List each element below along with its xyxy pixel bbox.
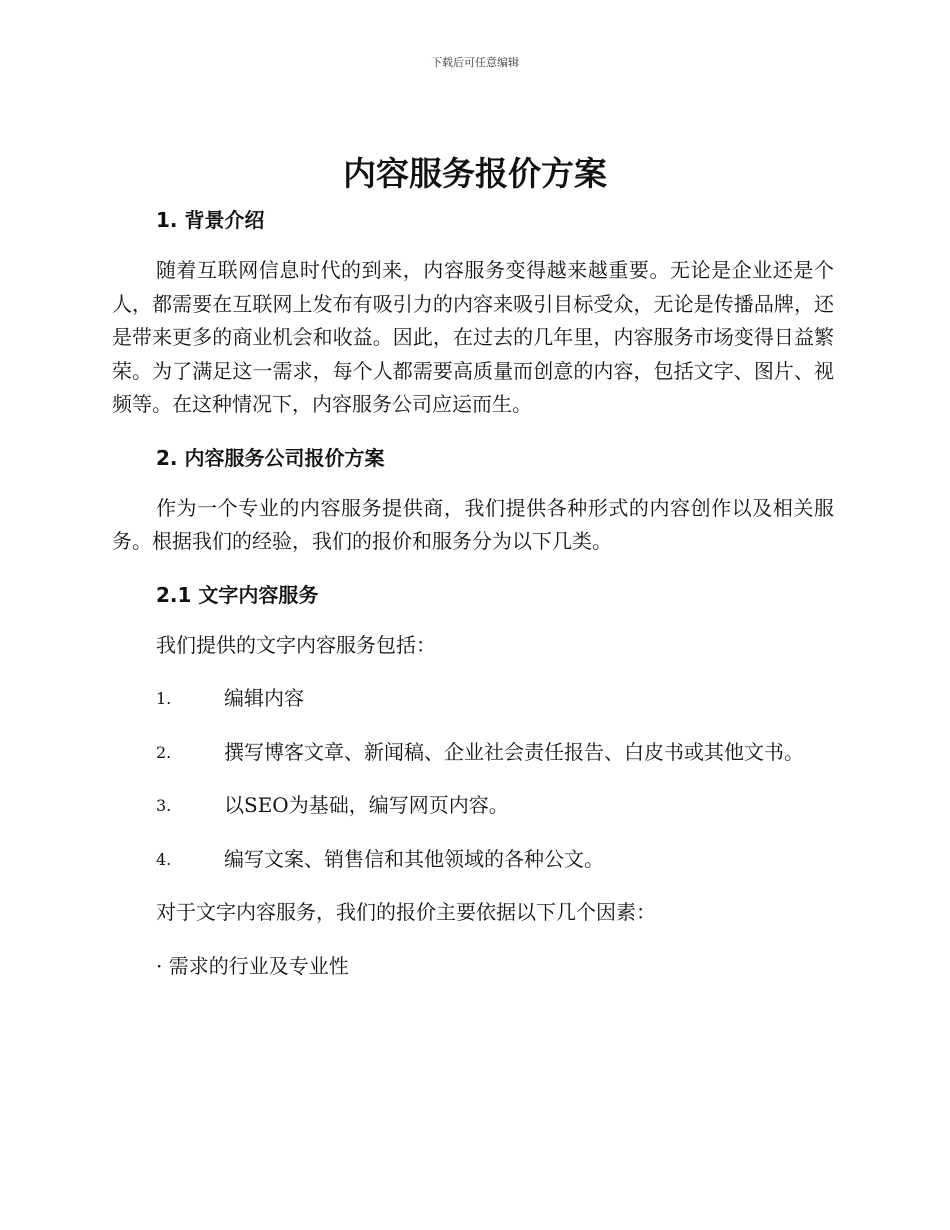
section-1-paragraph: 随着互联网信息时代的到来，内容服务变得越来越重要。无论是企业还是个人，都需要在互联网上发布有吸引力的内容来吸引目标受众，无论是传播品牌，还是带来更多的商业机会和收益。因此，在过去的几年里，内容服务市场变得日益繁荣。为了满足这一需求，每个人都需要高质量而创意的内容，包括文字、图片、视频等。在这种情况下，内容服务公司应运而生。	[112, 258, 834, 416]
factors-intro: 对于文字内容服务，我们的报价主要依据以下几个因素：	[156, 900, 656, 924]
list-item	[112, 789, 834, 823]
list-item-text: 编辑内容	[224, 686, 304, 710]
list-item	[112, 682, 834, 716]
list-item-number: 2.	[156, 742, 172, 762]
list-item	[112, 843, 834, 877]
section-1-heading: 1. 背景介绍	[156, 208, 265, 232]
list-item-text: 以SEO为基础，编写网页内容。	[224, 793, 509, 817]
list-item-text: 编写文案、销售信和其他领域的各种公文。	[224, 846, 604, 871]
list-item-number: 1.	[156, 689, 172, 708]
list-item-number: 4.	[156, 849, 172, 869]
document-body	[112, 204, 834, 983]
section-2-1-heading: 2.1 文字内容服务	[156, 582, 319, 607]
document-title: 内容服务报价方案	[343, 154, 607, 193]
bullet-item: · 需求的行业及专业性	[156, 953, 349, 978]
page-header-note: 下载后可任意编辑	[431, 56, 519, 69]
list-item-number: 3.	[156, 796, 172, 815]
section-2-paragraph: 作为一个专业的内容服务提供商，我们提供各种形式的内容创作以及相关服务。根据我们的经验，我们的报价和服务分为以下几类。	[112, 495, 834, 553]
list-item-text: 撰写博客文章、新闻稿、企业社会责任报告、白皮书或其他文书。	[224, 739, 804, 764]
section-2-heading: 2. 内容服务公司报价方案	[156, 445, 385, 470]
list-item	[112, 736, 834, 770]
section-2-1-intro: 我们提供的文字内容服务包括：	[156, 632, 436, 657]
